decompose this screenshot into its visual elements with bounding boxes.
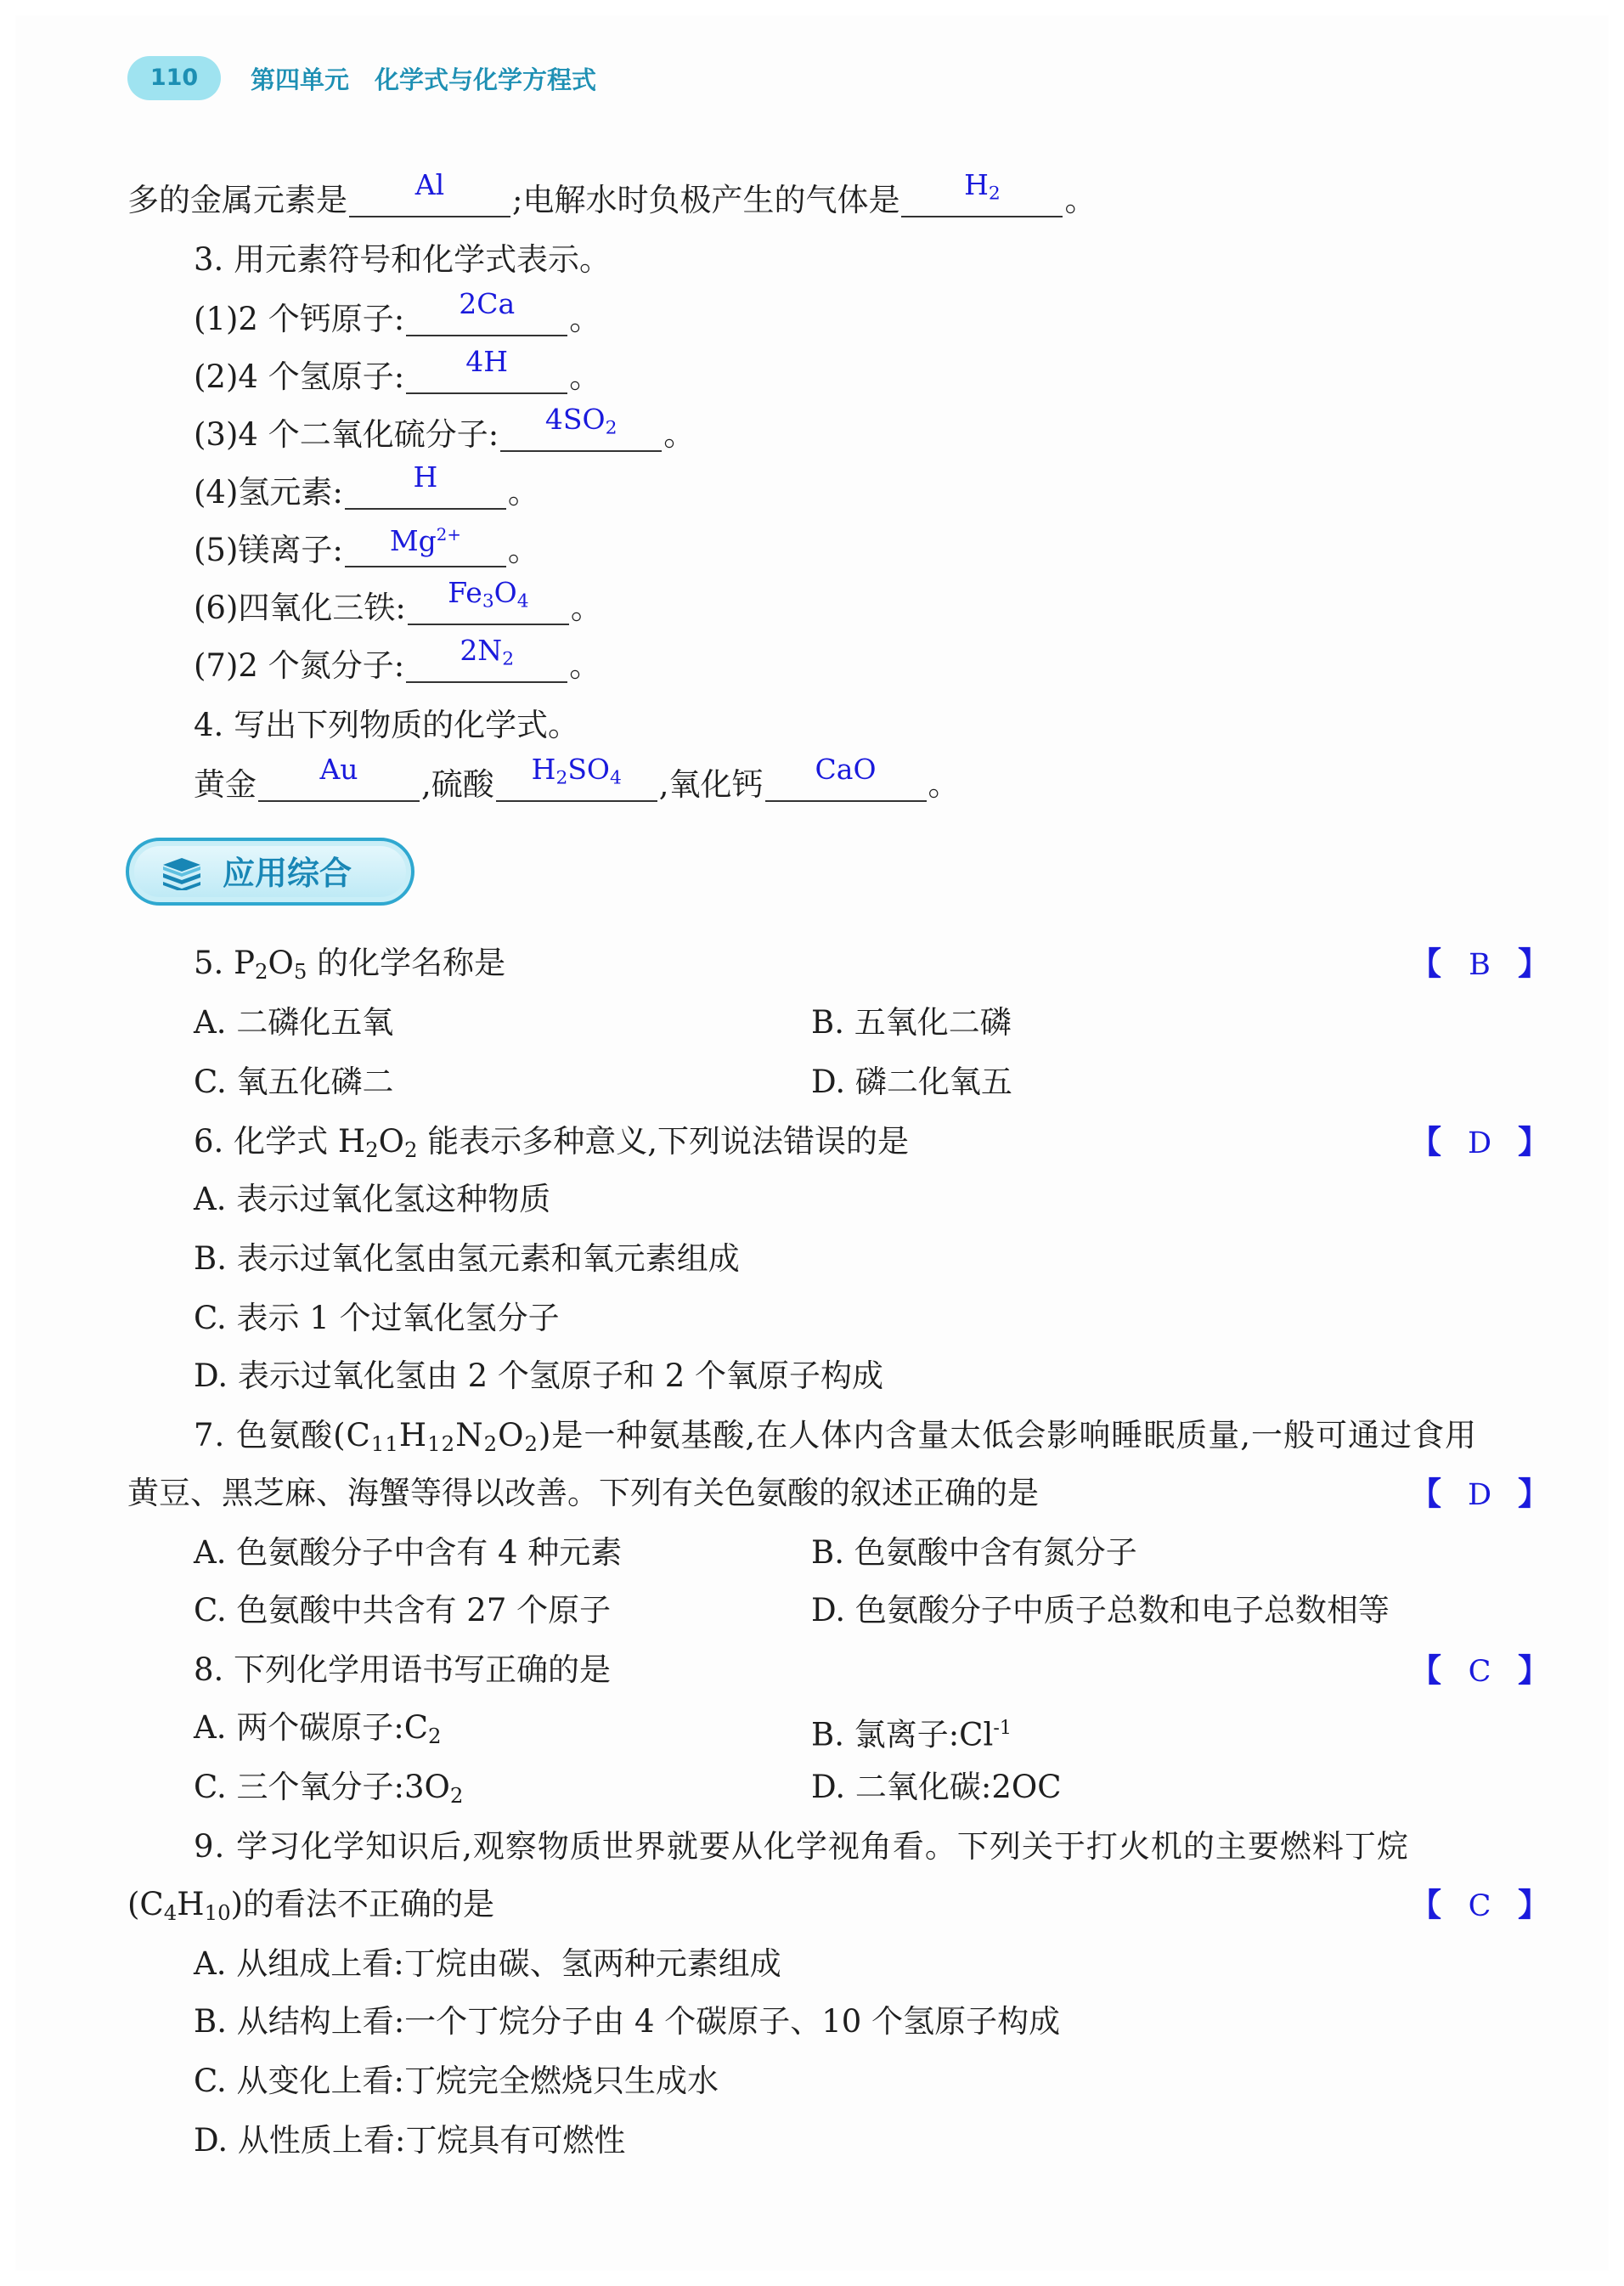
answer-blank[interactable]: $Fe_3O_4$ bbox=[408, 590, 569, 625]
answer-blank[interactable]: H bbox=[345, 474, 506, 510]
q9-option-a[interactable]: A. 从组成上看:丁烷由碳、氢两种元素组成 bbox=[194, 1945, 781, 1982]
q9-option-c[interactable]: C. 从变化上看:丁烷完全燃烧只生成水 bbox=[194, 2063, 719, 2099]
q3-item-1: (1)2 个钙原子: 2Ca 。 bbox=[194, 287, 601, 337]
answer-bracket-5: 【 B 】 bbox=[1410, 945, 1549, 982]
question-7-stem-line2: 黄豆、黑芝麻、海蟹等得以改善。下列有关色氨酸的叙述正确的是 bbox=[127, 1475, 1039, 1511]
q5-option-a[interactable]: A. 二磷化五氧 bbox=[194, 1004, 394, 1041]
q7-option-d[interactable]: D. 色氨酸分子中质子总数和电子总数相等 bbox=[811, 1592, 1390, 1628]
q3-item-5: (5)镁离子: $Mg^{2+}$ 。 bbox=[194, 523, 539, 568]
q3-item-2: (2)4 个氢原子: 4H 。 bbox=[194, 345, 601, 395]
q4-answers: 黄金 Au ,硫酸 $H_2SO_4$ ,氧化钙 CaO 。 bbox=[194, 753, 960, 803]
answer-bracket-8: 【 C 】 bbox=[1410, 1651, 1549, 1689]
q7-option-c[interactable]: C. 色氨酸中共含有 27 个原子 bbox=[194, 1592, 612, 1628]
q3-item-6: (6)四氧化三铁: $Fe_3O_4$ 。 bbox=[194, 576, 602, 626]
answer-blank[interactable]: Au bbox=[258, 766, 420, 802]
page-number-badge: 110 bbox=[127, 56, 221, 100]
section-header-pill bbox=[126, 838, 414, 906]
q6-option-b[interactable]: B. 表示过氧化氢由氢元素和氧元素组成 bbox=[194, 1240, 740, 1277]
q3-item-3: (3)4 个二氧化硫分子: $4SO_2$ 。 bbox=[194, 403, 696, 453]
q3-item-4: (4)氢元素: H 。 bbox=[194, 460, 539, 511]
answer-bracket-6: 【 D 】 bbox=[1410, 1123, 1549, 1160]
answer-bracket-7: 【 D 】 bbox=[1410, 1475, 1549, 1512]
question-7-stem-line1: 7. 色氨酸$(C_{11}H_{12}N_2O_2)$是一种氨基酸,在人体内含量太低会影响睡眠质量,一般可通过食用 bbox=[194, 1417, 1477, 1457]
q8-option-c[interactable]: C. 三个氧分子$:3O_2$ bbox=[194, 1769, 464, 1809]
q9-option-b[interactable]: B. 从结构上看:一个丁烷分子由 4 个碳原子、10 个氢原子构成 bbox=[194, 2003, 1061, 2040]
q6-option-d[interactable]: D. 表示过氧化氢由 2 个氢原子和 2 个氧原子构成 bbox=[194, 1357, 883, 1394]
q8-option-a[interactable]: A. 两个碳原子$:C_2$ bbox=[194, 1709, 442, 1749]
section-title: 应用综合 bbox=[223, 855, 352, 892]
q9-option-d[interactable]: D. 从性质上看:丁烷具有可燃性 bbox=[194, 2122, 626, 2159]
q5-option-d[interactable]: D. 磷二化氧五 bbox=[811, 1064, 1012, 1100]
question-9-stem-line1: 9. 学习化学知识后,观察物质世界就要从化学视角看。下列关于打火机的主要燃料丁烷 bbox=[194, 1828, 1409, 1865]
answer-blank[interactable]: $H_2SO_4$ bbox=[496, 766, 657, 802]
answer-blank[interactable]: 4H bbox=[406, 358, 567, 394]
question-5-stem: 5. $P_2O_5$ 的化学名称是 bbox=[194, 945, 506, 985]
q5-option-c[interactable]: C. 氧五化磷二 bbox=[194, 1064, 394, 1100]
answer-blank[interactable]: $Mg^{2+}$ bbox=[345, 532, 506, 567]
question-4-title: 4. 写出下列物质的化学式。 bbox=[194, 707, 580, 743]
q6-option-c[interactable]: C. 表示 1 个过氧化氢分子 bbox=[194, 1300, 560, 1336]
answer-bracket-9: 【 C 】 bbox=[1410, 1886, 1549, 1923]
q8-option-d[interactable]: D. 二氧化碳:2OC bbox=[811, 1769, 1062, 1805]
answer-blank[interactable]: Al bbox=[349, 182, 510, 217]
question-9-stem-line2: $(C_4H_{10})$的看法不正确的是 bbox=[127, 1886, 495, 1926]
q8-option-b[interactable]: B. 氯离子$:Cl^{-1}$ bbox=[811, 1716, 1012, 1753]
question-6-stem: 6. 化学式 $H_2O_2$ 能表示多种意义,下列说法错误的是 bbox=[194, 1123, 910, 1163]
q3-item-7: (7)2 个氮分子: $2N_2$ 。 bbox=[194, 634, 601, 684]
q6-option-a[interactable]: A. 表示过氧化氢这种物质 bbox=[194, 1181, 551, 1217]
q7-option-b[interactable]: B. 色氨酸中含有氮分子 bbox=[811, 1534, 1137, 1571]
books-icon bbox=[160, 856, 204, 890]
answer-blank[interactable]: CaO bbox=[765, 766, 927, 802]
answer-blank[interactable]: $H_2$ bbox=[901, 182, 1063, 217]
question-8-stem: 8. 下列化学用语书写正确的是 bbox=[194, 1651, 612, 1688]
unit-title bbox=[251, 61, 596, 96]
chapter-title: 化学式与化学方程式 bbox=[375, 65, 597, 94]
intro-line: 多的金属元素是 Al ;电解水时负极产生的气体是 $H_2$ 。 bbox=[127, 168, 1097, 218]
answer-blank[interactable]: $2N_2$ bbox=[406, 647, 567, 683]
question-3-title: 3. 用元素符号和化学式表示。 bbox=[194, 241, 612, 278]
answer-blank[interactable]: $4SO_2$ bbox=[500, 416, 662, 452]
unit-label: 第四单元 bbox=[251, 65, 350, 94]
q5-option-b[interactable]: B. 五氧化二磷 bbox=[811, 1004, 1012, 1041]
q7-option-a[interactable]: A. 色氨酸分子中含有 4 种元素 bbox=[194, 1534, 623, 1571]
answer-blank[interactable]: 2Ca bbox=[406, 301, 567, 336]
